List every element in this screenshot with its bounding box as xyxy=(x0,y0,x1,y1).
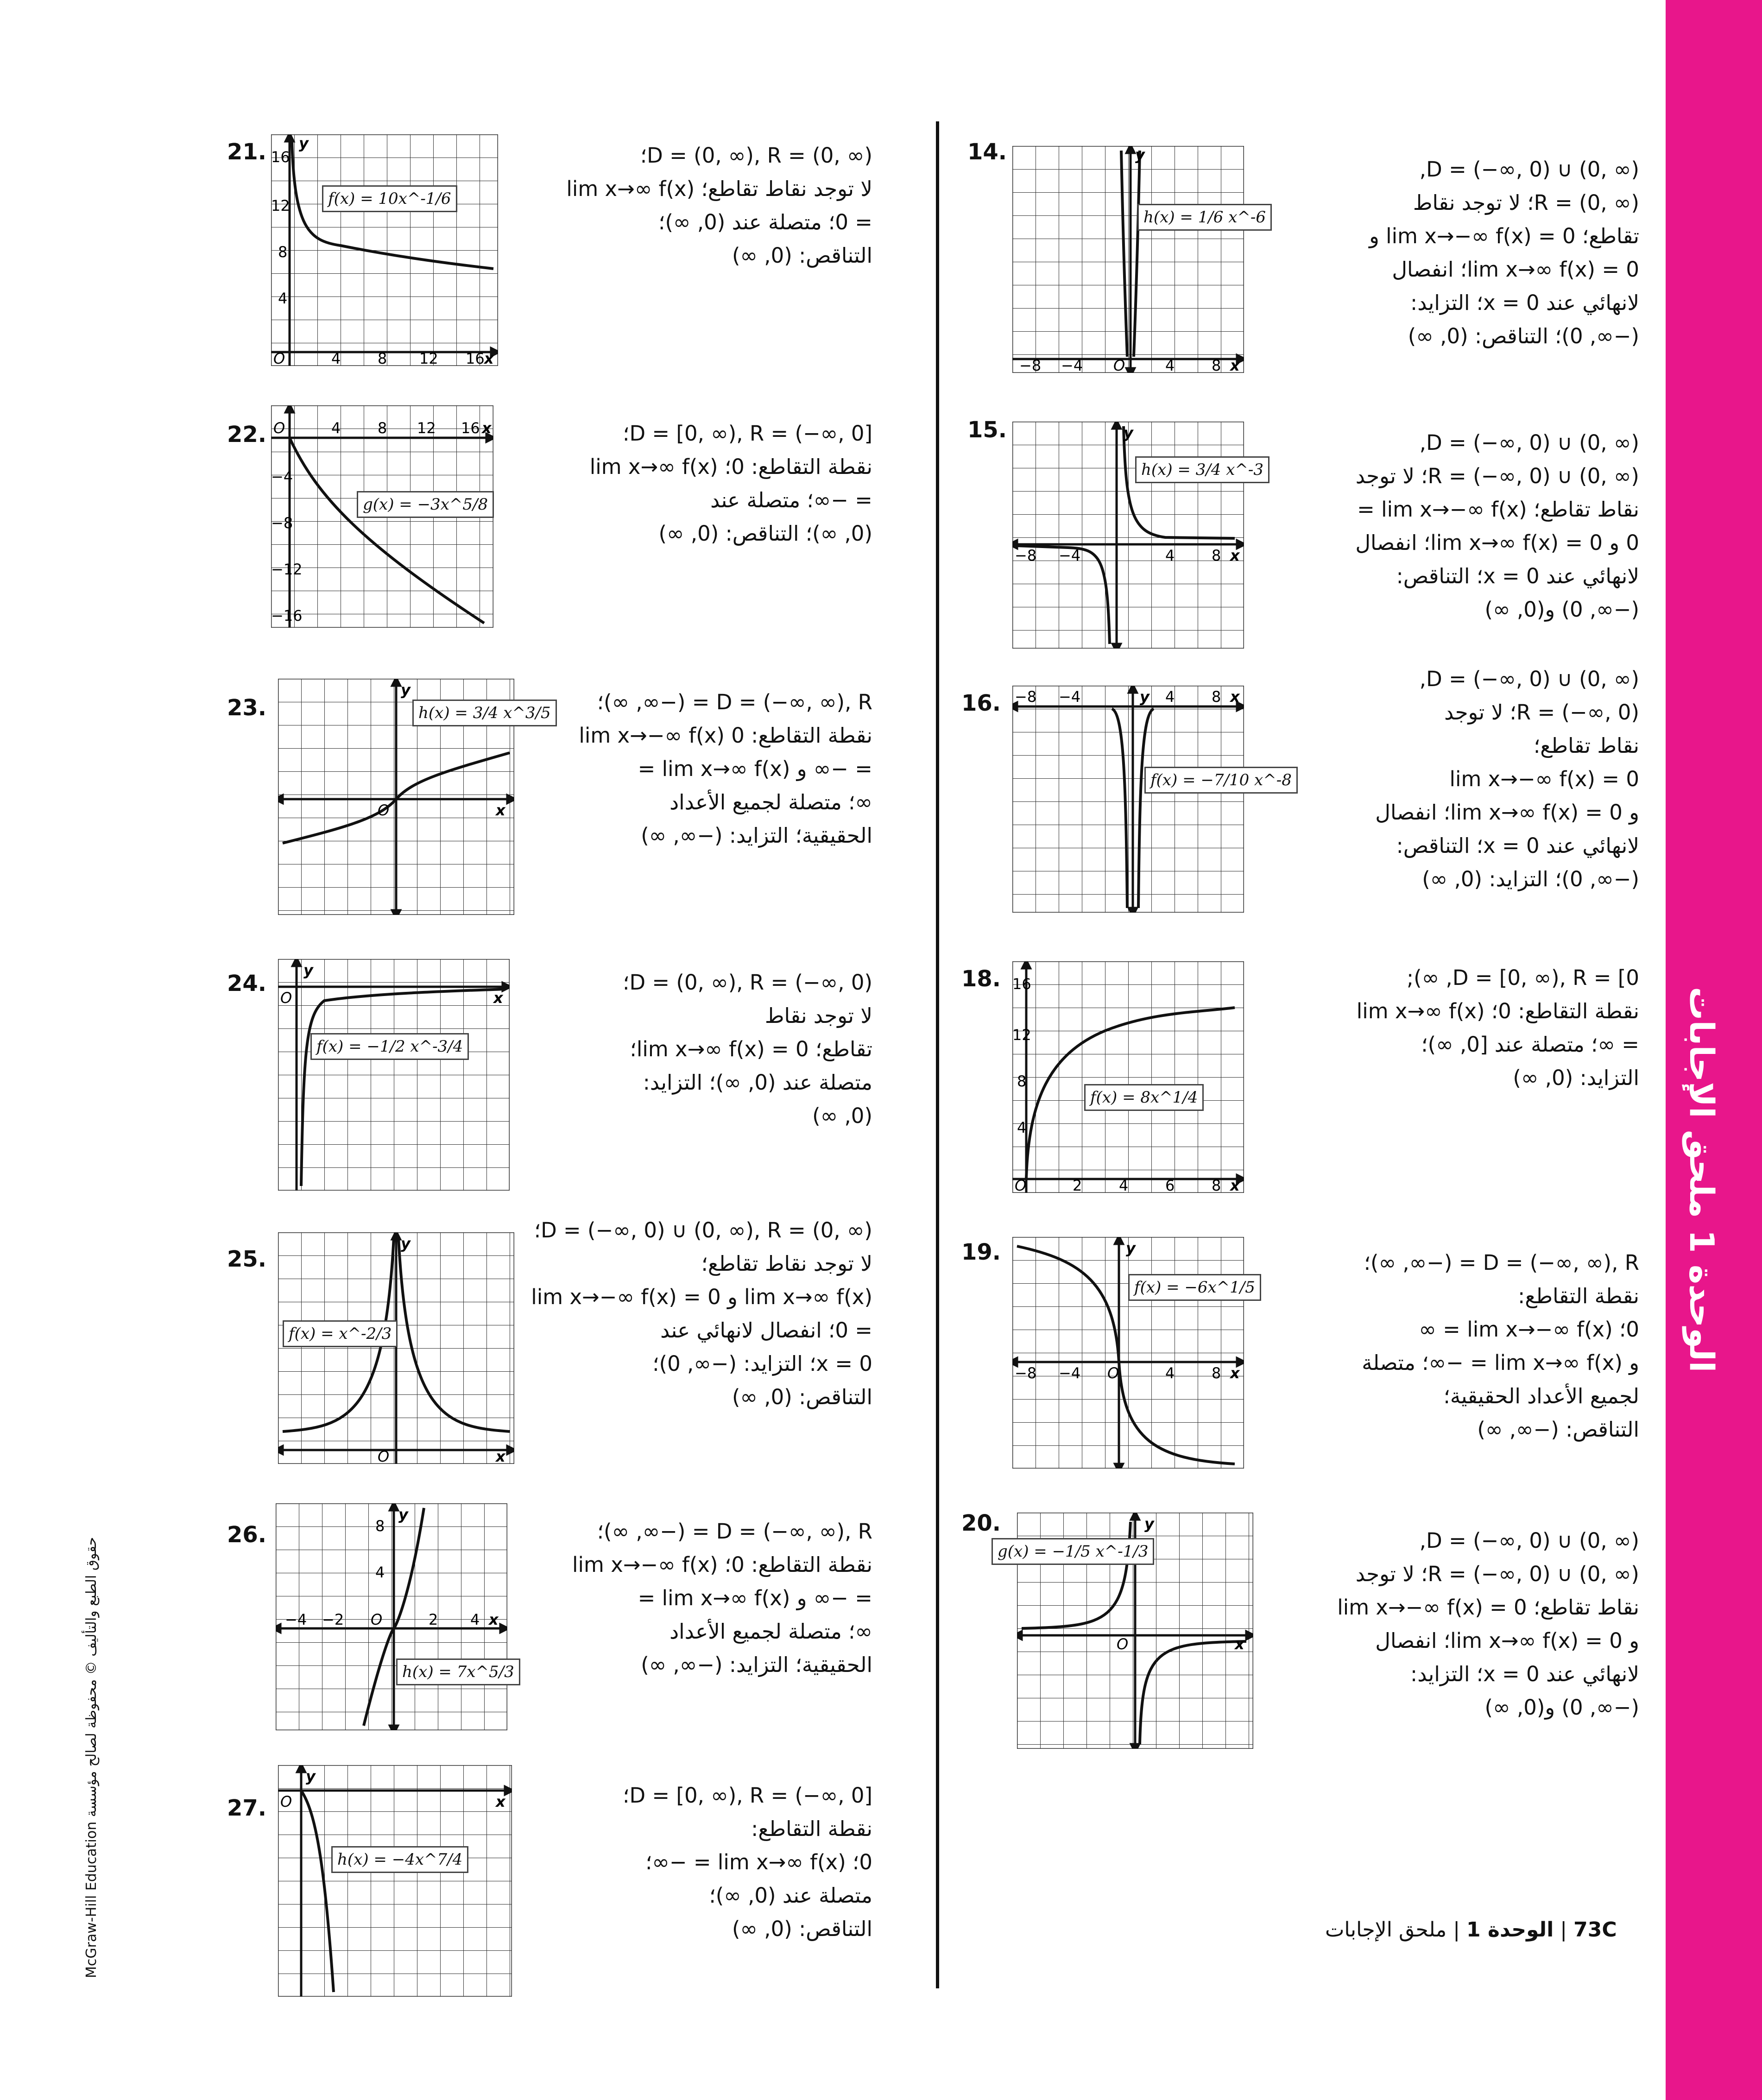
svg-text:−4: −4 xyxy=(1061,357,1083,373)
svg-text:12: 12 xyxy=(1012,1026,1031,1044)
answer-text: D = (0, ∞), R = (−∞, 0)؛ لا توجد نقاط تقاطع؛ lim x→∞ f(x) = 0؛ متصلة عند (0, ∞)؛ التزايد: (0, ∞) xyxy=(623,970,872,1128)
svg-text:4: 4 xyxy=(278,290,288,307)
svg-text:4: 4 xyxy=(1165,547,1175,564)
svg-text:−8: −8 xyxy=(1019,357,1042,373)
function-label: h(x) = 3/4 x^-3 xyxy=(1135,456,1269,483)
graph-24 xyxy=(278,959,510,1191)
svg-text:4: 4 xyxy=(331,350,341,366)
function-label: f(x) = x^-2/3 xyxy=(283,1320,398,1347)
svg-text:x: x xyxy=(496,1793,505,1810)
svg-text:2: 2 xyxy=(429,1611,438,1628)
svg-text:x: x xyxy=(496,801,505,819)
svg-text:O: O xyxy=(1107,1364,1119,1382)
svg-text:16: 16 xyxy=(271,148,290,166)
svg-text:x: x xyxy=(1230,357,1240,373)
svg-text:12: 12 xyxy=(271,197,290,214)
svg-text:−16: −16 xyxy=(271,607,303,624)
svg-text:y: y xyxy=(398,1506,408,1523)
svg-text:−4: −4 xyxy=(1059,688,1081,706)
graph-18 xyxy=(1012,961,1244,1193)
svg-text:12: 12 xyxy=(419,350,438,366)
svg-text:−8: −8 xyxy=(1015,547,1037,564)
svg-text:8: 8 xyxy=(1212,357,1221,373)
answer-text: D = [0, ∞), R = (−∞, 0]؛ نقطة التقاطع: 0؛ lim x→∞ f(x) = −∞؛ متصلة عند (0, ∞)؛ التناقص: (0, ∞) xyxy=(589,421,872,546)
svg-text:−2: −2 xyxy=(322,1611,344,1628)
svg-text:x: x xyxy=(1230,1177,1240,1193)
svg-text:6: 6 xyxy=(1165,1177,1175,1193)
svg-text:x: x xyxy=(1230,547,1240,564)
answer-text: D = [0, ∞), R = [0, ∞); نقطة التقاطع: 0؛ lim x→∞ f(x) = ∞؛ متصلة عند [0, ∞)؛ التزايد: (0, ∞) xyxy=(1356,965,1639,1090)
svg-text:4: 4 xyxy=(1165,688,1175,706)
svg-text:O: O xyxy=(273,350,285,366)
svg-text:4: 4 xyxy=(1165,357,1175,373)
svg-text:4: 4 xyxy=(1165,1364,1175,1382)
svg-text:y: y xyxy=(401,1235,411,1252)
svg-text:12: 12 xyxy=(417,419,436,437)
svg-text:4: 4 xyxy=(1119,1177,1129,1193)
svg-text:−4: −4 xyxy=(285,1611,307,1628)
svg-text:−8: −8 xyxy=(1015,1364,1037,1382)
answer-text: D = (−∞, 0) ∪ (0, ∞), R = (0, ∞)؛ لا توجد نقاط تقاطع؛ lim x→∞ f(x) و lim x→−∞ f(x) = 0 = 0؛ انفصال لانهائي عند x = 0؛ التزايد: (−∞, 0)؛ التناقص: (0, ∞) xyxy=(531,1218,872,1409)
answer-text: D = [0, ∞), R = (−∞, 0]؛ نقطة التقاطع: 0؛ lim x→∞ f(x) = −∞؛ متصلة عند (0, ∞)؛ التناقص: (0, ∞) xyxy=(623,1783,872,1941)
problem-number: 16. xyxy=(961,690,1001,716)
function-label: g(x) = −3x^5/8 xyxy=(357,491,494,518)
problem-number: 19. xyxy=(961,1239,1001,1265)
svg-text:x: x xyxy=(1230,1364,1240,1382)
svg-text:−4: −4 xyxy=(271,468,293,486)
problem-number: 18. xyxy=(961,966,1001,992)
svg-text:8: 8 xyxy=(1212,1364,1221,1382)
svg-text:x: x xyxy=(493,989,503,1007)
function-label: h(x) = 7x^5/3 xyxy=(396,1659,520,1685)
svg-text:8: 8 xyxy=(1212,688,1221,706)
answer-text: D = (−∞, 0) ∪ (0, ∞), R = (−∞, 0) ∪ (0, ∞)؛ لا توجد نقاط تقاطع؛ lim x→−∞ f(x) = 0 و lim x→∞ f(x) = 0؛ انفصال لانهائي عند x = 0؛ التناقص: (−∞, 0) و(0, ∞) xyxy=(1355,430,1639,622)
svg-text:O: O xyxy=(273,419,285,437)
svg-text:x: x xyxy=(489,1611,499,1628)
svg-text:y: y xyxy=(401,681,411,699)
graph-25 xyxy=(278,1232,514,1464)
copyright-text: McGraw-Hill Education حقوق الطبع والتأليف © محفوظة لصالح مؤسسة xyxy=(83,1537,100,1978)
svg-text:y: y xyxy=(1140,688,1149,706)
svg-text:16: 16 xyxy=(461,419,480,437)
svg-text:x: x xyxy=(496,1448,505,1464)
function-label: f(x) = 8x^1/4 xyxy=(1084,1084,1204,1111)
svg-text:O: O xyxy=(280,989,292,1007)
svg-text:2: 2 xyxy=(1073,1177,1082,1193)
svg-text:O: O xyxy=(1117,1635,1129,1653)
svg-text:8: 8 xyxy=(378,419,387,437)
graph-26 xyxy=(276,1503,507,1730)
svg-text:O: O xyxy=(378,801,390,819)
graph-15 xyxy=(1012,422,1244,649)
svg-text:x: x xyxy=(1230,688,1240,706)
svg-text:y: y xyxy=(299,134,309,152)
footer-separator: | xyxy=(1453,1918,1460,1942)
problem-number: 24. xyxy=(227,971,267,996)
svg-text:4: 4 xyxy=(331,419,341,437)
svg-text:−8: −8 xyxy=(1015,688,1037,706)
function-label: h(x) = 3/4 x^3/5 xyxy=(412,700,557,726)
problem-number: 20. xyxy=(961,1510,1001,1536)
svg-text:y: y xyxy=(306,1767,316,1785)
svg-text:16: 16 xyxy=(466,350,485,366)
svg-text:O: O xyxy=(280,1793,292,1810)
function-label: f(x) = −1/2 x^-3/4 xyxy=(310,1033,469,1060)
answer-text: D = (−∞, ∞), R = (−∞, ∞)؛ نقطة التقاطع: 0 lim x→−∞ f(x) = −∞ و lim x→∞ f(x) = ∞؛ متصلة لجميع الأعداد الحقيقية؛ التزايد: (−∞, ∞) xyxy=(579,690,872,848)
footer-separator: | xyxy=(1560,1918,1567,1942)
function-label: f(x) = 10x^-1/6 xyxy=(322,185,457,212)
graph-27 xyxy=(278,1765,512,1997)
svg-text:8: 8 xyxy=(378,350,387,366)
svg-text:8: 8 xyxy=(278,243,288,261)
answer-text: D = (−∞, ∞), R = (−∞, ∞)؛ نقطة التقاطع: 0؛ lim x→−∞ f(x) = ∞ و lim x→∞ f(x) = −∞؛ متصلة لجميع الأعداد الحقيقية؛ التناقص: (−∞, ∞) xyxy=(1362,1250,1639,1442)
graph-14 xyxy=(1012,146,1244,373)
page-footer xyxy=(1325,1918,1617,1942)
problem-number: 26. xyxy=(227,1522,267,1548)
svg-text:8: 8 xyxy=(1212,1177,1221,1193)
problem-number: 27. xyxy=(227,1795,267,1821)
svg-text:y: y xyxy=(1144,1515,1154,1532)
svg-text:−8: −8 xyxy=(271,514,293,532)
answer-text: D = (−∞, 0) ∪ (0, ∞), R = (−∞, 0) ∪ (0, ∞)؛ لا توجد نقاط تقاطع؛ lim x→−∞ f(x) = 0 و lim x→∞ f(x) = 0؛ انفصال لانهائي عند x = 0؛ التزايد: (−∞, 0) و(0, ∞) xyxy=(1337,1528,1639,1720)
svg-text:x: x xyxy=(482,419,492,437)
answer-text: D = (−∞, 0) ∪ (0, ∞), R = (−∞, 0)؛ لا توجد نقاط تقاطع؛ lim x→−∞ f(x) = 0 و lim x→∞ f(x) = 0؛ انفصال لانهائي عند x = 0؛ التناقص: (−∞, 0)؛ التزايد: (0, ∞) xyxy=(1375,667,1639,891)
svg-text:O: O xyxy=(371,1611,383,1628)
footer-page-number: 73C xyxy=(1573,1918,1617,1942)
svg-text:−4: −4 xyxy=(1059,547,1081,564)
graph-21 xyxy=(271,134,498,366)
problem-number: 25. xyxy=(227,1246,267,1272)
function-label: h(x) = −4x^7/4 xyxy=(331,1846,468,1873)
function-label: f(x) = −6x^1/5 xyxy=(1128,1274,1261,1301)
svg-text:8: 8 xyxy=(1017,1072,1027,1090)
svg-text:8: 8 xyxy=(375,1517,385,1535)
answer-text: D = (−∞, ∞), R = (−∞, ∞)؛ نقطة التقاطع: 0؛ lim x→−∞ f(x) = −∞ و lim x→∞ f(x) = ∞؛ متصلة لجميع الأعداد الحقيقية؛ التزايد: (−∞, ∞) xyxy=(572,1519,872,1677)
svg-text:y: y xyxy=(1124,424,1133,441)
svg-text:4: 4 xyxy=(375,1564,385,1581)
footer-section: ملحق الإجابات xyxy=(1325,1918,1447,1942)
svg-text:−4: −4 xyxy=(1059,1364,1081,1382)
svg-text:x: x xyxy=(484,350,494,366)
problem-number: 22. xyxy=(227,422,267,448)
svg-text:4: 4 xyxy=(470,1611,480,1628)
problem-number: 14. xyxy=(967,139,1007,165)
svg-text:O: O xyxy=(1015,1177,1027,1193)
side-band-title: الوحدة 1 ملحق الإجابات xyxy=(1682,987,1721,1373)
problem-number: 15. xyxy=(967,417,1007,443)
graph-19 xyxy=(1012,1237,1244,1469)
function-label: g(x) = −1/5 x^-1/3 xyxy=(992,1538,1154,1565)
footer-unit: الوحدة 1 xyxy=(1466,1918,1554,1942)
problem-number: 21. xyxy=(227,139,267,165)
svg-text:16: 16 xyxy=(1012,975,1031,993)
svg-text:4: 4 xyxy=(1017,1119,1027,1136)
answer-text: D = (−∞, 0) ∪ (0, ∞), R = (0, ∞)؛ لا توجد نقاط تقاطع؛ lim x→−∞ f(x) = 0 و lim x→∞ f(x) = 0؛ انفصال لانهائي عند x = 0؛ التزايد: (−∞, 0)؛ التناقص: (0, ∞) xyxy=(1369,157,1639,348)
svg-text:y: y xyxy=(1135,146,1145,164)
svg-text:x: x xyxy=(1235,1635,1244,1653)
svg-text:y: y xyxy=(303,961,313,979)
column-divider xyxy=(936,121,939,1988)
graph-16 xyxy=(1012,686,1244,913)
svg-text:O: O xyxy=(1113,357,1125,373)
function-label: f(x) = −7/10 x^-8 xyxy=(1144,767,1298,794)
problem-number: 23. xyxy=(227,695,267,721)
svg-text:−12: −12 xyxy=(271,561,303,578)
svg-text:O: O xyxy=(378,1448,390,1464)
function-label: h(x) = 1/6 x^-6 xyxy=(1137,204,1272,231)
svg-text:8: 8 xyxy=(1212,547,1221,564)
svg-text:y: y xyxy=(1126,1239,1136,1257)
answer-text: D = (0, ∞), R = (0, ∞)؛ لا توجد نقاط تقاطع؛ lim x→∞ f(x) = 0؛ متصلة عند (0, ∞)؛ التناقص: (0, ∞) xyxy=(566,143,872,268)
